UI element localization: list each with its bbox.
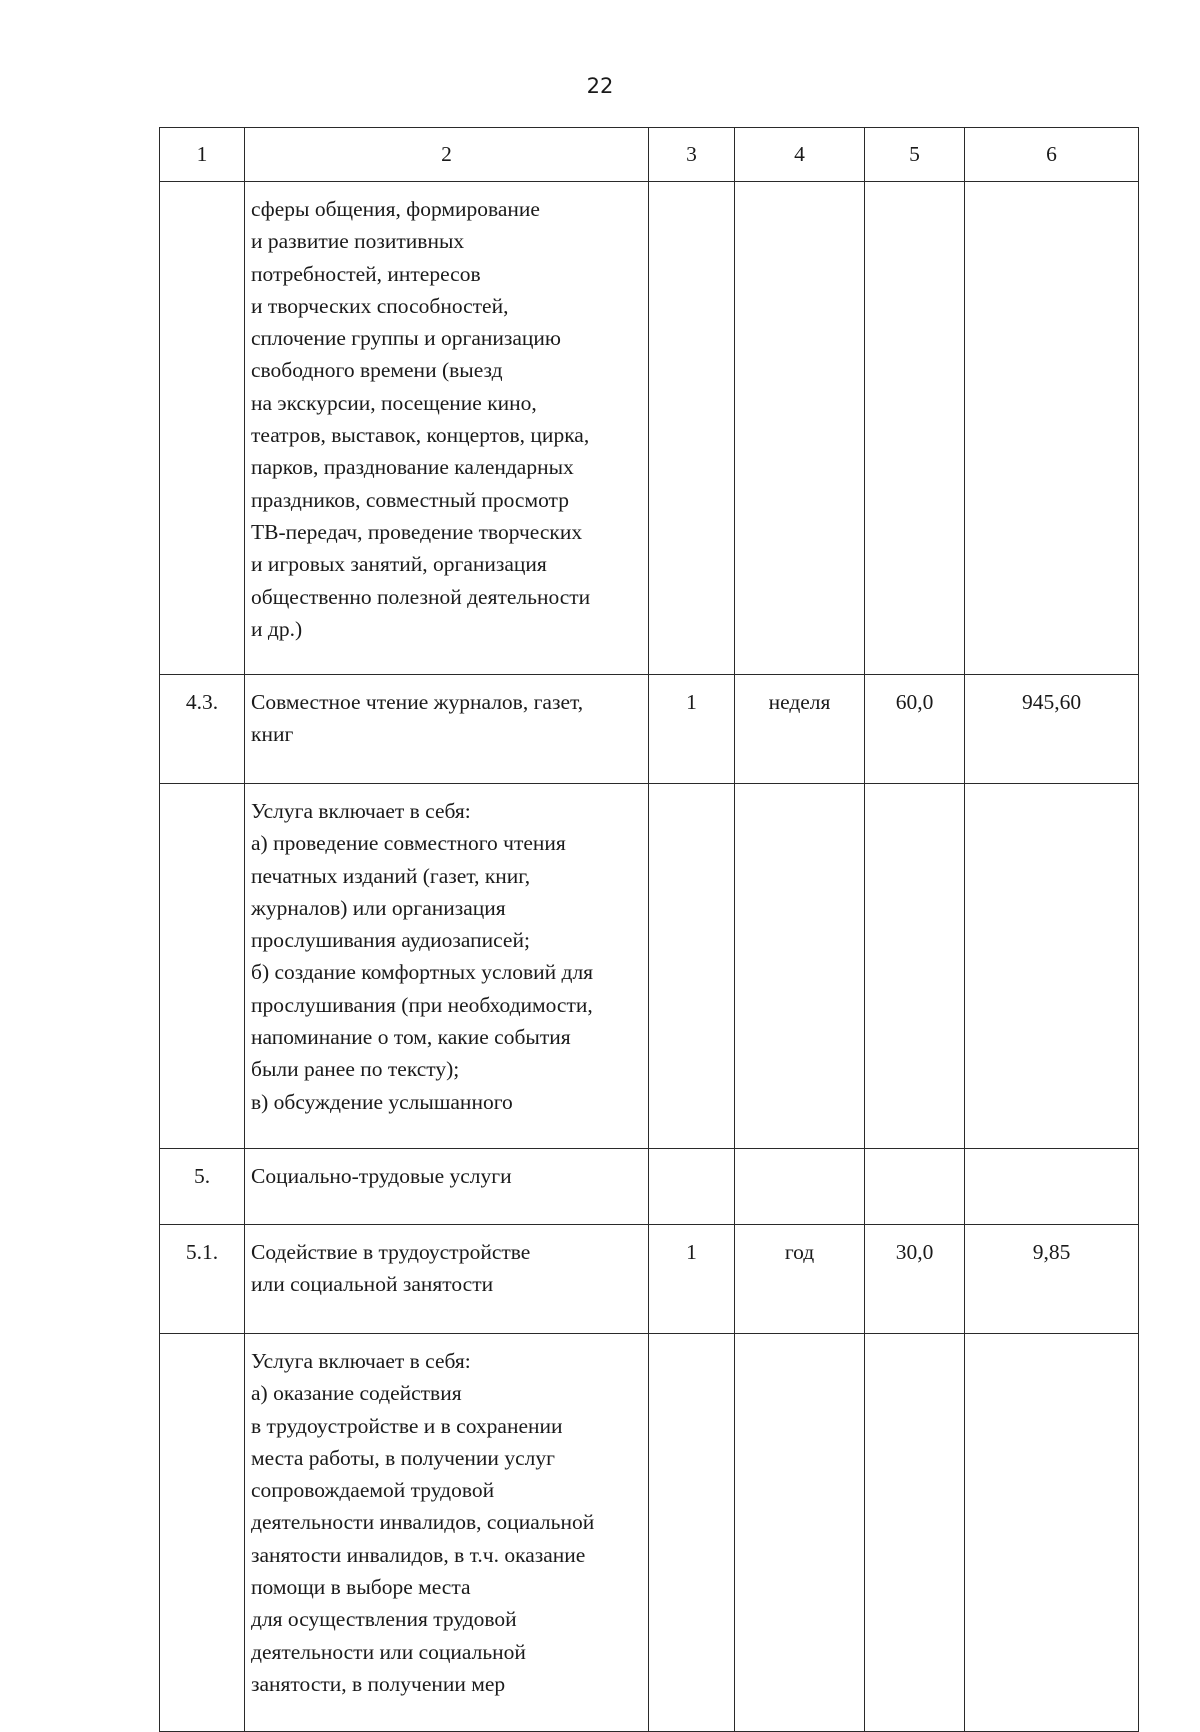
period-cell bbox=[735, 1334, 865, 1732]
tariff-cell: 945,60 bbox=[965, 675, 1139, 784]
header-cell-5: 5 bbox=[865, 128, 965, 182]
table-row bbox=[160, 182, 1139, 675]
table-row bbox=[160, 1334, 1139, 1732]
text-line: и игровых занятий, организация bbox=[251, 552, 547, 577]
text-line: на экскурсии, посещение кино, bbox=[251, 390, 537, 415]
quantity-cell bbox=[649, 1149, 735, 1225]
text-line: в) обсуждение услышанного bbox=[251, 1089, 513, 1114]
text-line: и творческих способностей, bbox=[251, 293, 509, 318]
quantity-cell: 1 bbox=[649, 675, 735, 784]
text-line: деятельности или социальной bbox=[251, 1639, 526, 1664]
text-line: парков, празднование календарных bbox=[251, 455, 574, 480]
period-cell: неделя bbox=[735, 675, 865, 784]
text-line: праздников, совместный просмотр bbox=[251, 487, 569, 512]
period-cell: год bbox=[735, 1225, 865, 1334]
period-cell bbox=[735, 784, 865, 1149]
text-line: и развитие позитивных bbox=[251, 229, 465, 254]
text-line: и др.) bbox=[251, 616, 303, 641]
text-line: занятости, в получении мер bbox=[251, 1671, 506, 1696]
text-line: а) проведение совместного чтения bbox=[251, 831, 566, 856]
row-number: 5. bbox=[160, 1149, 245, 1225]
text-line: журналов) или организация bbox=[251, 895, 506, 920]
table-row bbox=[160, 675, 1139, 784]
row-number bbox=[160, 784, 245, 1149]
table-row bbox=[160, 1149, 1139, 1225]
service-name bbox=[245, 1225, 649, 1334]
quantity-cell bbox=[649, 784, 735, 1149]
text-line: Услуга включает в себя: bbox=[251, 1349, 471, 1373]
row-number bbox=[160, 182, 245, 675]
time-norm-cell bbox=[865, 784, 965, 1149]
table-row bbox=[160, 1225, 1139, 1334]
time-norm-cell bbox=[865, 1149, 965, 1225]
text-line: Совместное чтение журналов, газет, bbox=[251, 690, 584, 714]
table-row bbox=[160, 784, 1139, 1149]
text-line: для осуществления трудовой bbox=[251, 1607, 517, 1632]
time-norm-cell: 60,0 bbox=[865, 675, 965, 784]
header-cell-2: 2 bbox=[245, 128, 649, 182]
tariff-cell bbox=[965, 784, 1139, 1149]
quantity-cell bbox=[649, 1334, 735, 1732]
text-line: помощи в выборе места bbox=[251, 1575, 471, 1600]
text-line: общественно полезной деятельности bbox=[251, 584, 591, 609]
header-cell-3: 3 bbox=[649, 128, 735, 182]
text-line: свободного времени (выезд bbox=[251, 358, 503, 383]
time-norm-cell bbox=[865, 182, 965, 675]
text-line: сопровождаемой трудовой bbox=[251, 1478, 495, 1503]
text-line: потребностей, интересов bbox=[251, 261, 481, 286]
service-description bbox=[245, 1334, 649, 1732]
text-line: прослушивания (при необходимости, bbox=[251, 992, 593, 1017]
tariff-cell bbox=[965, 182, 1139, 675]
header-cell-4: 4 bbox=[735, 128, 865, 182]
text-line: Услуга включает в себя: bbox=[251, 799, 471, 823]
text-line: а) оказание содействия bbox=[251, 1381, 462, 1406]
period-cell bbox=[735, 1149, 865, 1225]
text-line: прослушивания аудиозаписей; bbox=[251, 928, 530, 953]
text-line: места работы, в получении услуг bbox=[251, 1445, 555, 1470]
services-table bbox=[159, 127, 1139, 1732]
text-line: б) создание комфортных условий для bbox=[251, 960, 594, 985]
text-line: книг bbox=[251, 722, 294, 747]
text-line: занятости инвалидов, в т.ч. оказание bbox=[251, 1542, 586, 1567]
tariff-cell bbox=[965, 1334, 1139, 1732]
text-line: театров, выставок, концертов, цирка, bbox=[251, 423, 590, 448]
time-norm-cell bbox=[865, 1334, 965, 1732]
row-number: 4.3. bbox=[160, 675, 245, 784]
page-number: 22 bbox=[586, 74, 614, 98]
service-description bbox=[245, 784, 649, 1149]
quantity-cell bbox=[649, 182, 735, 675]
tariff-cell bbox=[965, 1149, 1139, 1225]
row-number bbox=[160, 1334, 245, 1732]
text-line: Содействие в трудоустройстве bbox=[251, 1240, 531, 1264]
text-line: Социально-трудовые услуги bbox=[251, 1164, 512, 1188]
service-description bbox=[245, 182, 649, 675]
text-line: ТВ-передач, проведение творческих bbox=[251, 519, 583, 544]
period-cell bbox=[735, 182, 865, 675]
text-line: в трудоустройстве и в сохранении bbox=[251, 1413, 563, 1438]
tariff-cell: 9,85 bbox=[965, 1225, 1139, 1334]
text-line: сферы общения, формирование bbox=[251, 197, 540, 221]
text-line: печатных изданий (газет, книг, bbox=[251, 863, 531, 888]
header-cell-6: 6 bbox=[965, 128, 1139, 182]
quantity-cell: 1 bbox=[649, 1225, 735, 1334]
text-line: или социальной занятости bbox=[251, 1272, 494, 1297]
row-number: 5.1. bbox=[160, 1225, 245, 1334]
text-line: деятельности инвалидов, социальной bbox=[251, 1510, 595, 1535]
header-cell-1: 1 bbox=[160, 128, 245, 182]
table-header-row bbox=[160, 128, 1139, 182]
service-name bbox=[245, 675, 649, 784]
time-norm-cell: 30,0 bbox=[865, 1225, 965, 1334]
text-line: напоминание о том, какие события bbox=[251, 1025, 571, 1050]
text-line: сплочение группы и организацию bbox=[251, 326, 561, 351]
text-line: были ранее по тексту); bbox=[251, 1057, 460, 1082]
section-title bbox=[245, 1149, 649, 1225]
